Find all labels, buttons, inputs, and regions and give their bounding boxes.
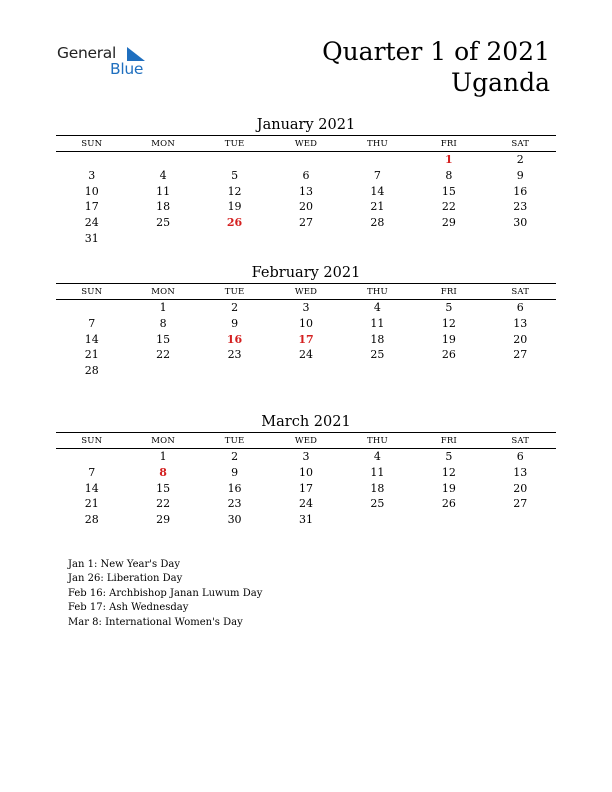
day-cell: 24 — [84, 216, 99, 230]
day-grid — [56, 152, 556, 247]
weekday-label: SAT — [511, 436, 530, 446]
day-cell: 24 — [298, 348, 313, 362]
weekday-label: SAT — [511, 139, 530, 149]
holiday-list — [68, 558, 262, 630]
day-cell: 6 — [516, 301, 524, 314]
day-cell: 13 — [298, 184, 313, 198]
day-cell: 3 — [302, 301, 310, 314]
day-cell — [56, 152, 127, 168]
day-cell: 27 — [513, 348, 528, 362]
weekday-label: MON — [151, 139, 175, 149]
day-cell: 9 — [231, 316, 239, 330]
day-cell: 4 — [159, 168, 167, 182]
weekday-label: SUN — [81, 436, 103, 446]
weekday-header — [56, 433, 556, 448]
holiday-note: Feb 17: Ash Wednesday — [68, 602, 189, 614]
day-cell: 25 — [156, 216, 171, 230]
day-cell: 7 — [373, 168, 381, 182]
day-cell: 2 — [231, 450, 239, 463]
holiday-note: Jan 26: Liberation Day — [68, 573, 183, 585]
day-cell — [485, 363, 556, 379]
day-cell — [199, 152, 270, 168]
day-cell: 6 — [516, 450, 524, 463]
day-cell: 10 — [298, 465, 313, 479]
day-cell: 29 — [441, 216, 456, 230]
day-cell: 10 — [84, 184, 99, 198]
day-cell: 14 — [370, 184, 385, 198]
weekday-header — [56, 284, 556, 299]
weekday-label: THU — [366, 436, 388, 446]
day-grid — [56, 300, 556, 379]
holiday-note: Mar 8: International Women's Day — [68, 616, 243, 628]
day-cell — [270, 152, 341, 168]
day-cell: 22 — [441, 200, 456, 214]
quarter-title: Quarter 1 of 2021 — [322, 37, 550, 66]
weekday-label: FRI — [440, 139, 457, 149]
day-cell — [342, 363, 413, 379]
day-cell: 16 — [513, 184, 528, 198]
weekday-label: THU — [366, 287, 388, 297]
month-title: February 2021 — [251, 265, 361, 281]
day-cell: 14 — [84, 481, 99, 495]
day-cell: 31 — [298, 513, 313, 527]
weekday-label: WED — [294, 436, 318, 446]
day-cell: 9 — [516, 168, 524, 182]
holiday-day-cell: 26 — [226, 216, 243, 230]
day-cell: 2 — [231, 301, 239, 314]
day-cell — [56, 300, 127, 316]
page-title — [322, 36, 550, 98]
day-cell: 20 — [513, 481, 528, 495]
weekday-label: TUE — [224, 139, 245, 149]
day-cell: 30 — [227, 513, 242, 527]
weekday-label: WED — [294, 287, 318, 297]
day-cell — [270, 231, 341, 247]
month-title: March 2021 — [261, 414, 351, 430]
weekday-label: TUE — [224, 287, 245, 297]
day-cell: 29 — [156, 513, 171, 527]
month-january — [56, 115, 556, 247]
weekday-label: TUE — [224, 436, 245, 446]
day-cell: 25 — [370, 497, 385, 511]
day-cell: 15 — [156, 481, 171, 495]
weekday-header — [56, 136, 556, 151]
day-cell: 26 — [441, 348, 456, 362]
day-cell — [199, 363, 270, 379]
day-cell: 17 — [298, 481, 313, 495]
day-cell: 9 — [231, 465, 239, 479]
holiday-note: Feb 16: Archbishop Janan Luwum Day — [68, 587, 263, 599]
logo-text-blue: Blue — [110, 60, 144, 78]
day-cell: 24 — [298, 497, 313, 511]
day-cell: 1 — [159, 450, 167, 463]
day-cell: 4 — [373, 301, 381, 314]
day-cell: 27 — [298, 216, 313, 230]
day-cell: 5 — [445, 301, 453, 314]
day-cell: 27 — [513, 497, 528, 511]
day-cell — [127, 363, 198, 379]
day-cell: 28 — [84, 364, 99, 378]
day-cell: 16 — [227, 481, 242, 495]
day-cell: 10 — [298, 316, 313, 330]
day-cell: 21 — [84, 497, 99, 511]
day-cell: 18 — [370, 332, 385, 346]
day-cell — [413, 363, 484, 379]
day-cell: 2 — [516, 153, 524, 166]
day-cell: 8 — [159, 316, 167, 330]
day-cell: 6 — [302, 168, 310, 182]
day-cell — [270, 363, 341, 379]
day-cell: 20 — [513, 332, 528, 346]
day-cell: 8 — [445, 168, 453, 182]
day-cell: 28 — [84, 513, 99, 527]
day-cell — [485, 231, 556, 247]
holiday-note: Jan 1: New Year's Day — [68, 559, 180, 570]
day-cell: 5 — [231, 168, 239, 182]
weekday-label: SUN — [81, 139, 103, 149]
day-cell: 20 — [298, 200, 313, 214]
weekday-label: SUN — [81, 287, 103, 297]
day-cell — [413, 231, 484, 247]
day-cell: 26 — [441, 497, 456, 511]
day-cell: 12 — [227, 184, 242, 198]
day-cell: 23 — [513, 200, 528, 214]
day-cell: 3 — [302, 450, 310, 463]
day-cell: 19 — [441, 481, 456, 495]
logo-text-general: General — [57, 44, 116, 62]
day-cell — [127, 231, 198, 247]
weekday-label: SAT — [511, 287, 530, 297]
country-title: Uganda — [451, 68, 550, 97]
day-cell: 21 — [370, 200, 385, 214]
day-cell: 22 — [156, 497, 171, 511]
day-cell: 7 — [88, 465, 96, 479]
day-cell: 23 — [227, 497, 242, 511]
day-cell — [413, 512, 484, 528]
day-cell: 22 — [156, 348, 171, 362]
generalblue-logo — [57, 44, 157, 80]
day-cell: 12 — [441, 316, 456, 330]
weekday-label: FRI — [440, 436, 457, 446]
weekday-label: FRI — [440, 287, 457, 297]
holiday-day-cell: 17 — [298, 332, 314, 346]
day-cell: 23 — [227, 348, 242, 362]
day-cell: 17 — [84, 200, 99, 214]
month-february — [56, 263, 556, 379]
day-cell: 3 — [88, 168, 96, 182]
day-cell — [56, 449, 127, 465]
day-cell: 18 — [370, 481, 385, 495]
month-march — [56, 412, 556, 528]
day-cell: 1 — [159, 301, 167, 314]
day-cell: 18 — [156, 200, 171, 214]
day-cell — [342, 152, 413, 168]
day-cell: 4 — [373, 450, 381, 463]
day-cell: 25 — [370, 348, 385, 362]
day-cell: 11 — [370, 316, 385, 330]
day-cell: 21 — [84, 348, 99, 362]
day-cell: 14 — [84, 332, 99, 346]
day-cell — [485, 512, 556, 528]
day-cell: 12 — [441, 465, 456, 479]
day-cell: 30 — [513, 216, 528, 230]
day-cell: 19 — [227, 200, 242, 214]
weekday-label: THU — [366, 139, 388, 149]
day-cell: 31 — [84, 231, 99, 245]
day-grid — [56, 449, 556, 528]
day-cell — [127, 152, 198, 168]
day-cell — [342, 512, 413, 528]
holiday-day-cell: 16 — [226, 332, 243, 346]
weekday-label: WED — [294, 139, 318, 149]
day-cell: 13 — [513, 465, 528, 479]
day-cell: 11 — [156, 184, 171, 198]
weekday-label: MON — [151, 436, 175, 446]
day-cell: 11 — [370, 465, 385, 479]
holiday-day-cell: 8 — [159, 465, 167, 479]
day-cell: 7 — [88, 316, 96, 330]
day-cell — [199, 231, 270, 247]
day-cell: 15 — [441, 184, 456, 198]
day-cell: 19 — [441, 332, 456, 346]
weekday-label: MON — [151, 287, 175, 297]
holiday-day-cell: 1 — [445, 153, 453, 166]
day-cell: 15 — [156, 332, 171, 346]
day-cell: 13 — [513, 316, 528, 330]
day-cell: 5 — [445, 450, 453, 463]
month-title: January 2021 — [256, 117, 356, 133]
day-cell — [342, 231, 413, 247]
day-cell: 28 — [370, 216, 385, 230]
